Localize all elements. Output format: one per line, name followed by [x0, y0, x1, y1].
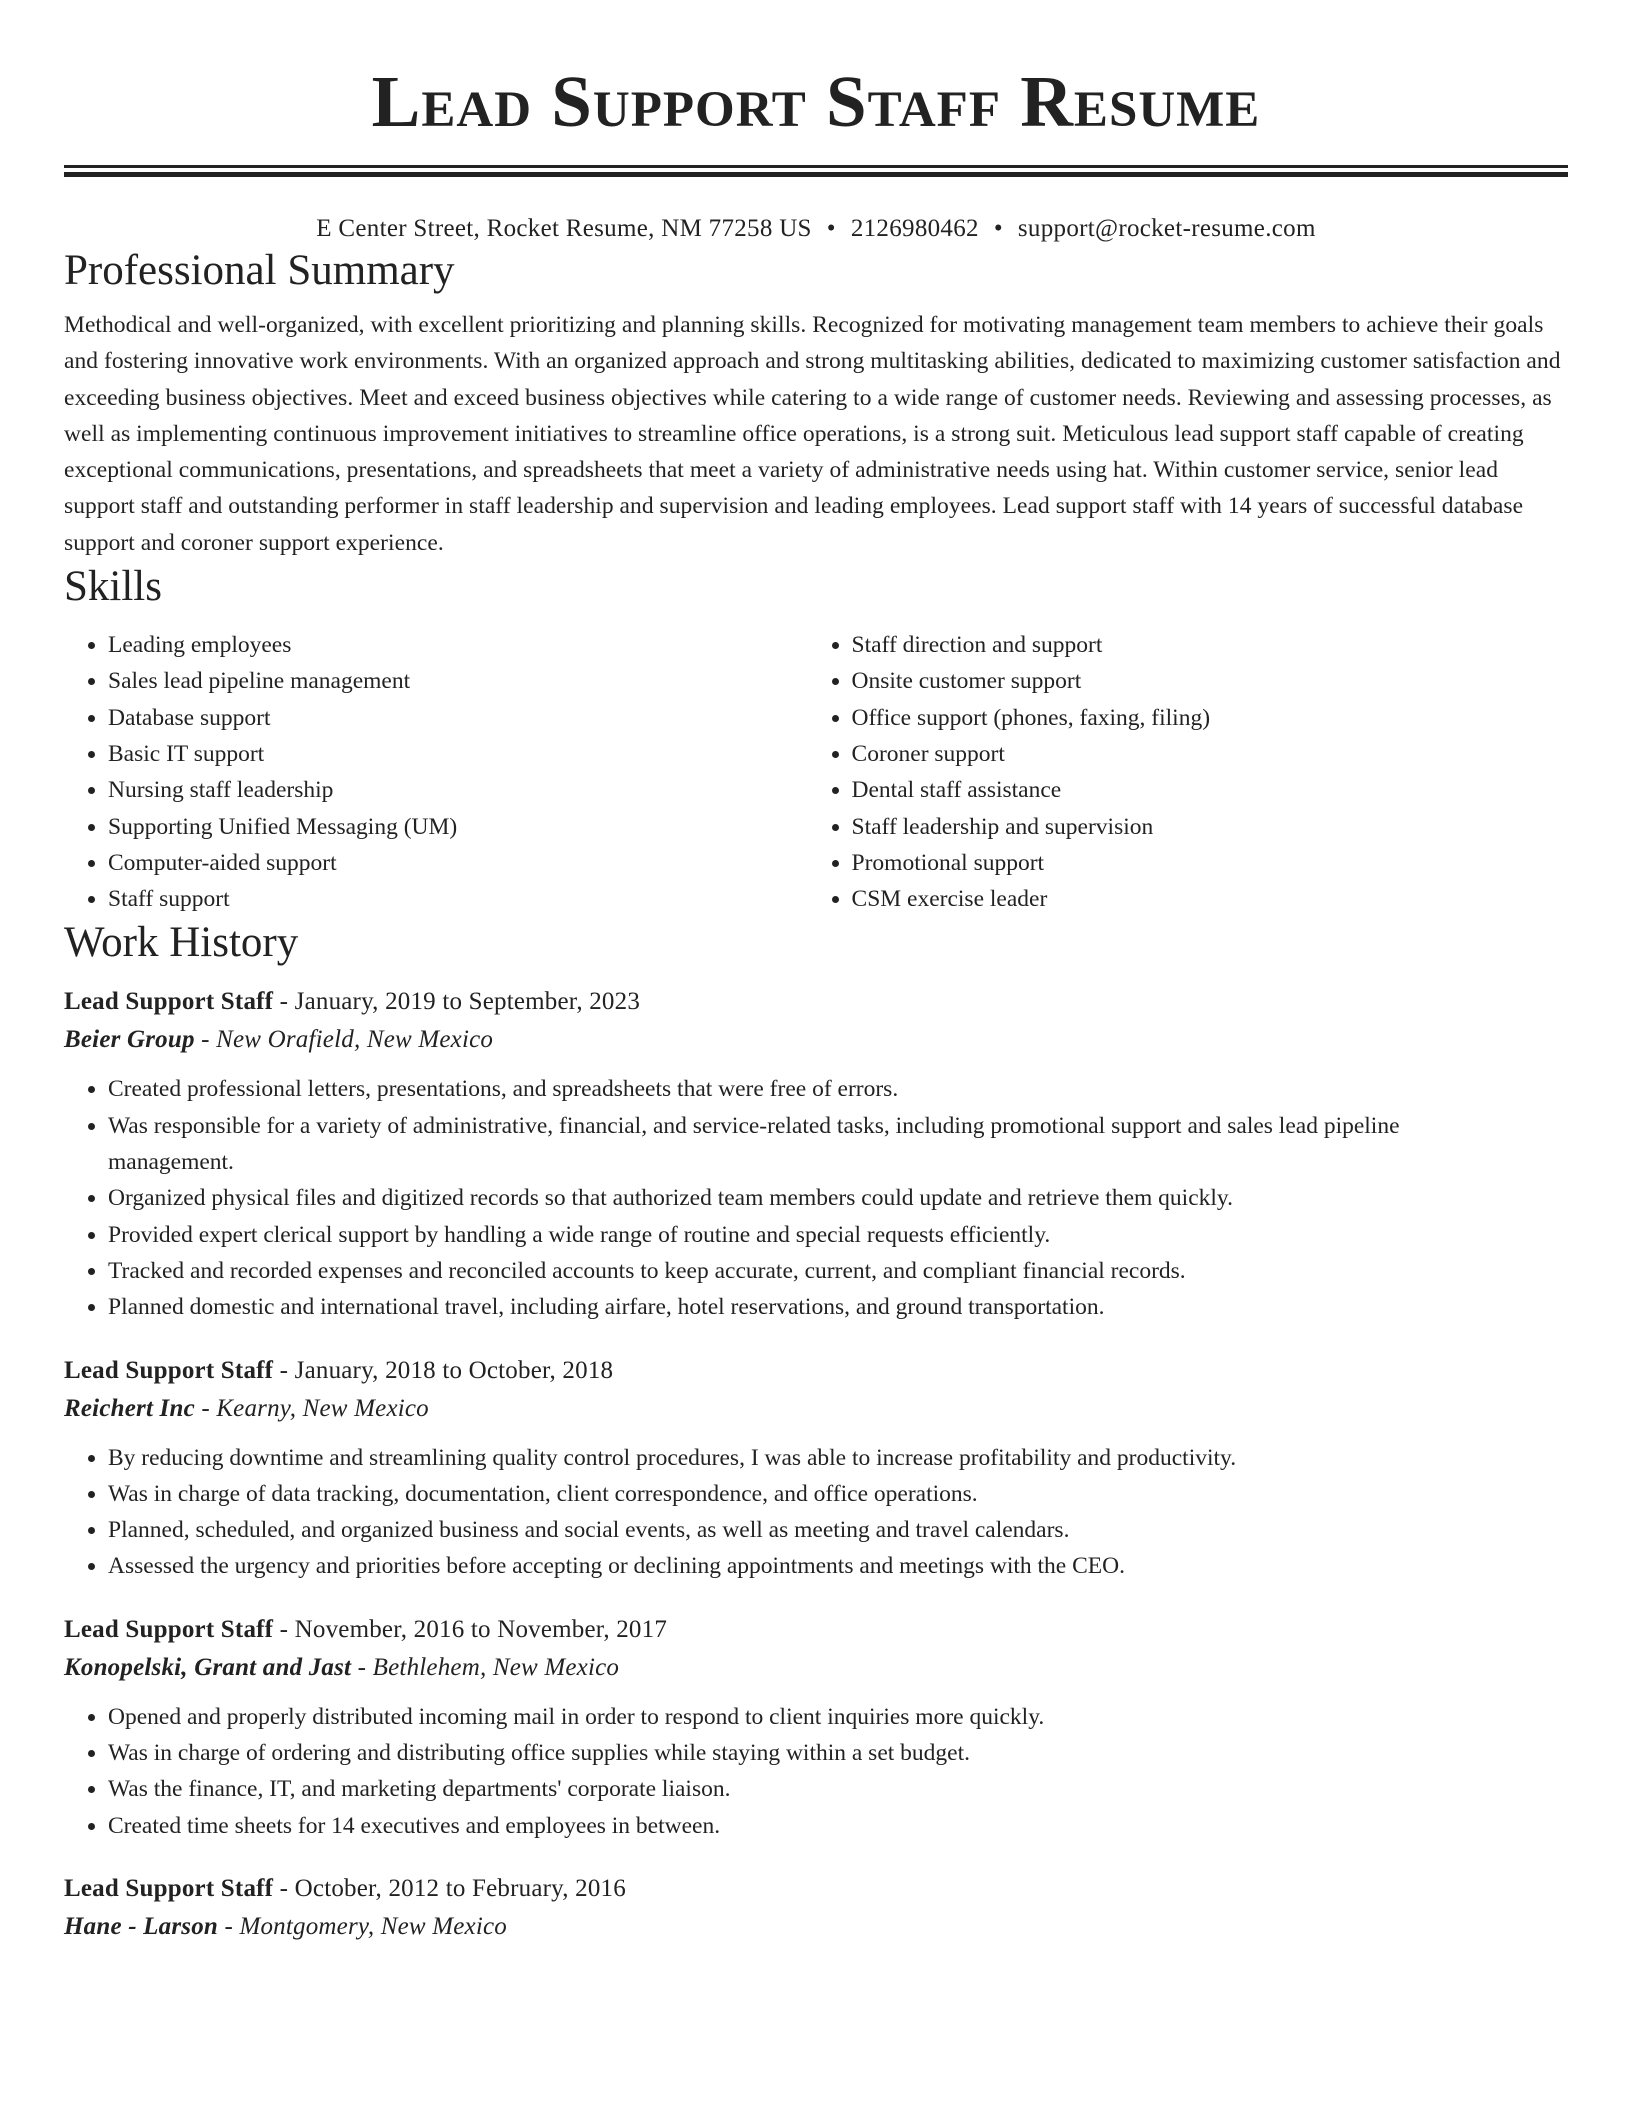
job-dash: -	[194, 1394, 217, 1422]
job-company-line	[64, 1649, 1568, 1687]
title-double-rule	[64, 165, 1568, 177]
skills-heading: Skills	[64, 563, 162, 611]
skills-column-right	[808, 627, 1568, 917]
job-dash: -	[273, 1356, 295, 1384]
job-bullet-list	[64, 1071, 1568, 1325]
skill-item: • Staff leadership and supervision	[852, 809, 1568, 845]
skill-item: • Sales lead pipeline management	[108, 663, 808, 699]
job-role: Lead Support Staff	[64, 1615, 274, 1643]
contact-phone: 2126980462	[850, 215, 979, 242]
job-role: Lead Support Staff	[64, 988, 274, 1016]
job-entry	[64, 1870, 1568, 1946]
job-title-line	[64, 1611, 1568, 1649]
skill-item: • CSM exercise leader	[852, 881, 1568, 917]
summary-paragraph: Methodical and well-organized, with excellent prioritizing and planning skills. Recognized for motivating management team members to achieve their goals and fostering innovative work environments. With an organized approach and strong multitasking abilities, dedicated to maximizing customer satisfaction and exceeding business objectives. Meet and exceed business objectives while catering to a wide range of customer needs. Reviewing and assessing processes, as well as implementing continuous improvement initiatives to streamline office operations, is a strong suit. Meticulous lead support staff capable of creating exceptional communications, presentations, and spreadsheets that meet a variety of administrative needs using hat. Within customer service, senior lead support staff and outstanding performer in staff leadership and supervision and leading employees. Lead support staff with 14 years of successful database support and coroner support experience.	[64, 312, 1561, 556]
contact-separator: •	[993, 215, 1003, 242]
skills-column-left	[64, 627, 808, 917]
skill-item: • Computer-aided support	[108, 845, 808, 881]
job-bullet: • Was the finance, IT, and marketing departments' corporate liaison.	[108, 1771, 1568, 1807]
job-location: New Orafield, New Mexico	[216, 1026, 494, 1054]
job-bullet: • Provided expert clerical support by handling a wide range of routine and special requests efficiently.	[108, 1217, 1568, 1253]
skill-item: • Staff support	[108, 881, 808, 917]
job-dates: January, 2018 to October, 2018	[294, 1356, 614, 1384]
job-bullet: • Tracked and recorded expenses and reconciled accounts to keep accurate, current, and compliant financial records.	[108, 1253, 1568, 1289]
job-role: Lead Support Staff	[64, 1356, 274, 1384]
job-company: Konopelski, Grant and Jast	[64, 1653, 352, 1681]
skill-item: • Staff direction and support	[852, 627, 1568, 663]
job-bullet: • Was in charge of data tracking, documentation, client correspondence, and office operations.	[108, 1476, 1568, 1512]
skill-item: • Dental staff assistance	[852, 772, 1568, 808]
skill-item: • Nursing staff leadership	[108, 772, 808, 808]
skill-item: • Database support	[108, 700, 808, 736]
summary-heading: Professional Summary	[64, 247, 455, 294]
job-dash: -	[218, 1912, 240, 1940]
job-bullet: • Assessed the urgency and priorities before accepting or declining appointments and meetings with the CEO.	[108, 1548, 1568, 1584]
job-bullet-list	[64, 1699, 1568, 1844]
job-dash: -	[273, 1874, 295, 1902]
job-bullet: • Organized physical files and digitized records so that authorized team members could update and retrieve them quickly.	[108, 1180, 1568, 1216]
contact-email: support@rocket-resume.com	[1017, 215, 1316, 242]
job-entry	[64, 983, 1568, 1325]
job-bullet: • Created professional letters, presentations, and spreadsheets that were free of errors.	[108, 1071, 1568, 1107]
job-title-line	[64, 1870, 1568, 1908]
job-dates: October, 2012 to February, 2016	[294, 1874, 626, 1902]
job-location: Montgomery, New Mexico	[239, 1912, 507, 1940]
job-company-line	[64, 1908, 1568, 1946]
job-company: Beier Group	[64, 1026, 195, 1054]
job-bullet: • By reducing downtime and streamlining quality control procedures, I was able to increase profitability and productivity.	[108, 1440, 1568, 1476]
job-bullet: • Was in charge of ordering and distributing office supplies while staying within a set budget.	[108, 1735, 1568, 1771]
skill-item: • Promotional support	[852, 845, 1568, 881]
contact-address: E Center Street, Rocket Resume, NM 77258 US	[316, 215, 812, 242]
job-bullet-list	[64, 1440, 1568, 1585]
job-dates: November, 2016 to November, 2017	[294, 1615, 668, 1643]
resume-title: Lead Support Staff Resume	[371, 61, 1261, 142]
job-bullet: • Opened and properly distributed incoming mail in order to respond to client inquiries more quickly.	[108, 1699, 1568, 1735]
job-bullet: • Planned domestic and international travel, including airfare, hotel reservations, and ground transportation.	[108, 1289, 1568, 1325]
job-entry	[64, 1611, 1568, 1844]
job-dash: -	[273, 988, 295, 1016]
job-location: Kearny, New Mexico	[216, 1394, 429, 1422]
skill-item: • Leading employees	[108, 627, 808, 663]
job-location: Bethlehem, New Mexico	[372, 1653, 620, 1681]
skill-item: • Coroner support	[852, 736, 1568, 772]
job-dash: -	[351, 1653, 373, 1681]
job-bullet: • Was responsible for a variety of administrative, financial, and service-related tasks, including promotional support and sales lead pipeline management.	[108, 1108, 1568, 1181]
job-title-line	[64, 983, 1568, 1021]
job-bullet: • Created time sheets for 14 executives and employees in between.	[108, 1808, 1568, 1844]
job-company-line	[64, 1021, 1568, 1059]
contact-separator: •	[826, 215, 836, 242]
job-company: Reichert Inc	[64, 1394, 195, 1422]
job-title-line	[64, 1352, 1568, 1390]
skills-grid	[64, 627, 1568, 917]
skill-item: • Supporting Unified Messaging (UM)	[108, 809, 808, 845]
skill-item: • Onsite customer support	[852, 663, 1568, 699]
job-company-line	[64, 1390, 1568, 1428]
job-company: Hane - Larson	[64, 1912, 219, 1940]
job-entry	[64, 1352, 1568, 1585]
job-role: Lead Support Staff	[64, 1874, 274, 1902]
work-history-heading: Work History	[64, 919, 299, 967]
skill-item: • Basic IT support	[108, 736, 808, 772]
skill-item: • Office support (phones, faxing, filing)	[852, 700, 1568, 736]
job-bullet: • Planned, scheduled, and organized business and social events, as well as meeting and travel calendars.	[108, 1512, 1568, 1548]
contact-line	[64, 213, 1568, 245]
job-dash: -	[273, 1615, 295, 1643]
job-dates: January, 2019 to September, 2023	[294, 988, 641, 1016]
job-dash: -	[194, 1026, 217, 1054]
